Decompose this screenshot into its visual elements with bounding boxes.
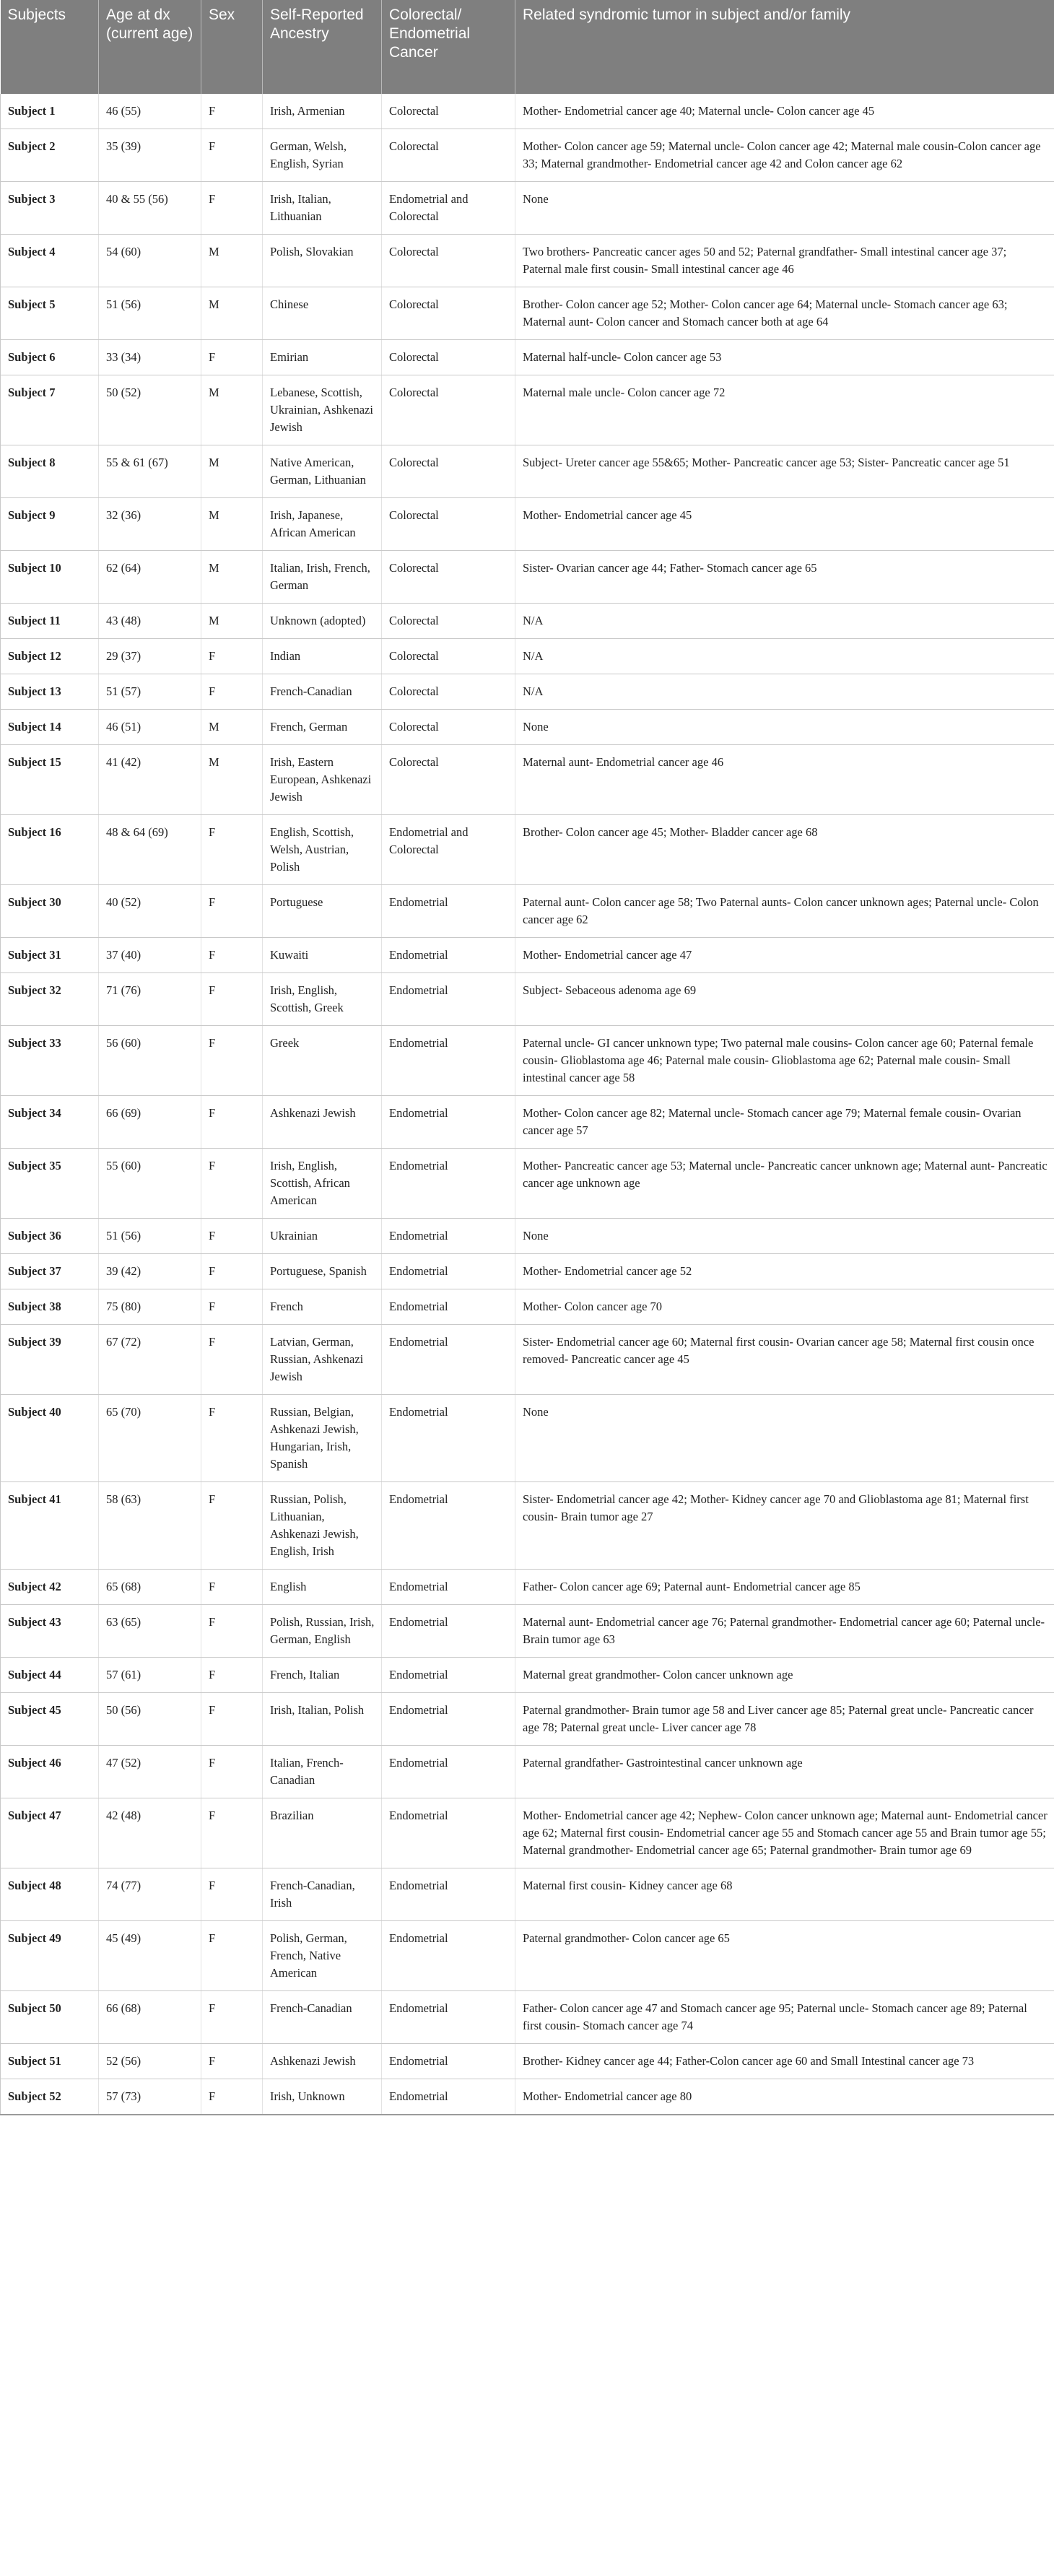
table-row <box>1 94 1054 129</box>
age-cell: 55 & 61 (67) <box>99 445 201 498</box>
related-tumor-cell: Sister- Endometrial cancer age 42; Mother- Kidney cancer age 70 and Glioblastoma age 81; Maternal first cousin- Brain tumor age 27 <box>515 1482 1054 1570</box>
cancer-type-cell: Endometrial <box>382 1149 515 1219</box>
cancer-type-cell: Endometrial <box>382 1693 515 1746</box>
related-tumor-cell: Father- Colon cancer age 47 and Stomach cancer age 95; Paternal uncle- Stomach cancer age 89; Paternal first cousin- Stomach cancer age 74 <box>515 1991 1054 2044</box>
related-tumor-cell: N/A <box>515 674 1054 710</box>
sex-cell: F <box>201 1096 263 1149</box>
subject-cell: Subject 35 <box>1 1149 99 1219</box>
related-tumor-cell: N/A <box>515 639 1054 674</box>
ancestry-cell: Italian, Irish, French, German <box>263 551 382 604</box>
header-subjects: Subjects <box>1 0 99 94</box>
related-tumor-cell: None <box>515 1395 1054 1482</box>
table-row <box>1 129 1054 182</box>
related-tumor-cell: Maternal aunt- Endometrial cancer age 46 <box>515 745 1054 815</box>
table-row <box>1 815 1054 885</box>
sex-cell: M <box>201 287 263 340</box>
cancer-type-cell: Endometrial <box>382 1868 515 1921</box>
ancestry-cell: French, Italian <box>263 1658 382 1693</box>
related-tumor-cell: Mother- Colon cancer age 70 <box>515 1289 1054 1325</box>
subject-cell: Subject 16 <box>1 815 99 885</box>
sex-cell: F <box>201 1605 263 1658</box>
subject-cell: Subject 37 <box>1 1254 99 1289</box>
sex-cell: M <box>201 745 263 815</box>
age-cell: 51 (57) <box>99 674 201 710</box>
age-cell: 51 (56) <box>99 1219 201 1254</box>
ancestry-cell: Kuwaiti <box>263 938 382 973</box>
cancer-type-cell: Endometrial <box>382 1605 515 1658</box>
age-cell: 52 (56) <box>99 2044 201 2079</box>
ancestry-cell: Irish, English, Scottish, African American <box>263 1149 382 1219</box>
sex-cell: F <box>201 815 263 885</box>
sex-cell: F <box>201 1026 263 1096</box>
ancestry-cell: Polish, Slovakian <box>263 235 382 287</box>
subject-cell: Subject 9 <box>1 498 99 551</box>
related-tumor-cell: Brother- Colon cancer age 52; Mother- Colon cancer age 64; Maternal uncle- Stomach cancer age 63; Maternal aunt- Colon cancer and Stomach cancer both at age 64 <box>515 287 1054 340</box>
age-cell: 63 (65) <box>99 1605 201 1658</box>
age-cell: 29 (37) <box>99 639 201 674</box>
sex-cell: F <box>201 1868 263 1921</box>
related-tumor-cell: Paternal grandmother- Brain tumor age 58 and Liver cancer age 85; Paternal great uncle- Pancreatic cancer age 78; Paternal great uncle- Liver cancer age 78 <box>515 1693 1054 1746</box>
sex-cell: F <box>201 129 263 182</box>
cancer-type-cell: Colorectal <box>382 745 515 815</box>
table-body <box>1 94 1054 2115</box>
age-cell: 40 & 55 (56) <box>99 182 201 235</box>
table-row <box>1 1482 1054 1570</box>
table-row <box>1 639 1054 674</box>
header-sex: Sex <box>201 0 263 94</box>
related-tumor-cell: Mother- Endometrial cancer age 80 <box>515 2079 1054 2115</box>
age-cell: 33 (34) <box>99 340 201 375</box>
sex-cell: F <box>201 1325 263 1395</box>
related-tumor-cell: Sister- Endometrial cancer age 60; Maternal first cousin- Ovarian cancer age 58; Maternal first cousin once removed- Pancreatic cancer age 45 <box>515 1325 1054 1395</box>
age-cell: 66 (68) <box>99 1991 201 2044</box>
table-row <box>1 938 1054 973</box>
ancestry-cell: Russian, Belgian, Ashkenazi Jewish, Hungarian, Irish, Spanish <box>263 1395 382 1482</box>
sex-cell: F <box>201 1658 263 1693</box>
age-cell: 65 (70) <box>99 1395 201 1482</box>
sex-cell: F <box>201 1693 263 1746</box>
cancer-type-cell: Endometrial <box>382 1096 515 1149</box>
subject-cell: Subject 6 <box>1 340 99 375</box>
cancer-type-cell: Colorectal <box>382 710 515 745</box>
cancer-type-cell: Colorectal <box>382 287 515 340</box>
age-cell: 32 (36) <box>99 498 201 551</box>
age-cell: 35 (39) <box>99 129 201 182</box>
related-tumor-cell: Mother- Pancreatic cancer age 53; Maternal uncle- Pancreatic cancer unknown age; Maternal aunt- Pancreatic cancer age unknown age <box>515 1149 1054 1219</box>
related-tumor-cell: Mother- Colon cancer age 59; Maternal uncle- Colon cancer age 42; Maternal male cousin-Colon cancer age 33; Maternal grandmother- Endometrial cancer age 42 and Colon cancer age 62 <box>515 129 1054 182</box>
table-row <box>1 287 1054 340</box>
cancer-type-cell: Colorectal <box>382 235 515 287</box>
age-cell: 54 (60) <box>99 235 201 287</box>
table-row <box>1 1570 1054 1605</box>
sex-cell: F <box>201 1395 263 1482</box>
table-row <box>1 498 1054 551</box>
related-tumor-cell: Father- Colon cancer age 69; Paternal aunt- Endometrial cancer age 85 <box>515 1570 1054 1605</box>
subject-cell: Subject 40 <box>1 1395 99 1482</box>
sex-cell: F <box>201 1921 263 1991</box>
table-row <box>1 182 1054 235</box>
cancer-type-cell: Endometrial <box>382 1254 515 1289</box>
subject-cell: Subject 45 <box>1 1693 99 1746</box>
related-tumor-cell: Brother- Colon cancer age 45; Mother- Bladder cancer age 68 <box>515 815 1054 885</box>
sex-cell: F <box>201 1254 263 1289</box>
subject-cell: Subject 33 <box>1 1026 99 1096</box>
ancestry-cell: Irish, Eastern European, Ashkenazi Jewish <box>263 745 382 815</box>
cancer-type-cell: Endometrial <box>382 2079 515 2115</box>
ancestry-cell: Portuguese, Spanish <box>263 1254 382 1289</box>
header-age-at-dx: Age at dx (current age) <box>99 0 201 94</box>
age-cell: 55 (60) <box>99 1149 201 1219</box>
sex-cell: F <box>201 1570 263 1605</box>
table-row <box>1 1395 1054 1482</box>
cancer-type-cell: Endometrial <box>382 973 515 1026</box>
table-row <box>1 1658 1054 1693</box>
sex-cell: F <box>201 1482 263 1570</box>
subject-cell: Subject 39 <box>1 1325 99 1395</box>
age-cell: 42 (48) <box>99 1798 201 1868</box>
ancestry-cell: Polish, Russian, Irish, German, English <box>263 1605 382 1658</box>
subject-cell: Subject 15 <box>1 745 99 815</box>
related-tumor-cell: Brother- Kidney cancer age 44; Father-Colon cancer age 60 and Small Intestinal cancer age 73 <box>515 2044 1054 2079</box>
related-tumor-cell: Subject- Sebaceous adenoma age 69 <box>515 973 1054 1026</box>
table-row <box>1 235 1054 287</box>
related-tumor-cell: Mother- Endometrial cancer age 45 <box>515 498 1054 551</box>
cancer-type-cell: Colorectal <box>382 551 515 604</box>
subject-cell: Subject 32 <box>1 973 99 1026</box>
cancer-type-cell: Endometrial <box>382 1395 515 1482</box>
cancer-type-cell: Endometrial <box>382 1289 515 1325</box>
subject-cell: Subject 51 <box>1 2044 99 2079</box>
subject-cell: Subject 13 <box>1 674 99 710</box>
related-tumor-cell: Subject- Ureter cancer age 55&65; Mother- Pancreatic cancer age 53; Sister- Pancreatic cancer age 51 <box>515 445 1054 498</box>
age-cell: 57 (61) <box>99 1658 201 1693</box>
ancestry-cell: Ashkenazi Jewish <box>263 1096 382 1149</box>
age-cell: 75 (80) <box>99 1289 201 1325</box>
age-cell: 41 (42) <box>99 745 201 815</box>
subject-cell: Subject 36 <box>1 1219 99 1254</box>
table-row <box>1 1746 1054 1798</box>
sex-cell: F <box>201 2079 263 2115</box>
related-tumor-cell: Mother- Endometrial cancer age 52 <box>515 1254 1054 1289</box>
sex-cell: F <box>201 1798 263 1868</box>
header-row <box>1 0 1054 94</box>
cancer-type-cell: Endometrial <box>382 1570 515 1605</box>
age-cell: 74 (77) <box>99 1868 201 1921</box>
age-cell: 51 (56) <box>99 287 201 340</box>
age-cell: 71 (76) <box>99 973 201 1026</box>
sex-cell: M <box>201 710 263 745</box>
ancestry-cell: Irish, Italian, Lithuanian <box>263 182 382 235</box>
related-tumor-cell: Mother- Colon cancer age 82; Maternal uncle- Stomach cancer age 79; Maternal female cousin- Ovarian cancer age 57 <box>515 1096 1054 1149</box>
cancer-type-cell: Endometrial <box>382 1658 515 1693</box>
subject-cell: Subject 14 <box>1 710 99 745</box>
age-cell: 57 (73) <box>99 2079 201 2115</box>
table-row <box>1 674 1054 710</box>
related-tumor-cell: Paternal aunt- Colon cancer age 58; Two Paternal aunts- Colon cancer unknown ages; Paternal uncle- Colon cancer age 62 <box>515 885 1054 938</box>
subject-cell: Subject 3 <box>1 182 99 235</box>
ancestry-cell: Unknown (adopted) <box>263 604 382 639</box>
table-row <box>1 745 1054 815</box>
sex-cell: F <box>201 973 263 1026</box>
sex-cell: F <box>201 340 263 375</box>
table-header <box>1 0 1054 94</box>
age-cell: 39 (42) <box>99 1254 201 1289</box>
subject-cell: Subject 41 <box>1 1482 99 1570</box>
ancestry-cell: Chinese <box>263 287 382 340</box>
ancestry-cell: Brazilian <box>263 1798 382 1868</box>
related-tumor-cell: Maternal first cousin- Kidney cancer age 68 <box>515 1868 1054 1921</box>
cancer-type-cell: Colorectal <box>382 498 515 551</box>
ancestry-cell: Ukrainian <box>263 1219 382 1254</box>
subject-cell: Subject 7 <box>1 375 99 445</box>
subject-cell: Subject 2 <box>1 129 99 182</box>
age-cell: 58 (63) <box>99 1482 201 1570</box>
sex-cell: M <box>201 498 263 551</box>
related-tumor-cell: Maternal male uncle- Colon cancer age 72 <box>515 375 1054 445</box>
related-tumor-cell: Sister- Ovarian cancer age 44; Father- Stomach cancer age 65 <box>515 551 1054 604</box>
ancestry-cell: French <box>263 1289 382 1325</box>
table-row <box>1 445 1054 498</box>
subject-cell: Subject 52 <box>1 2079 99 2115</box>
related-tumor-cell: Maternal half-uncle- Colon cancer age 53 <box>515 340 1054 375</box>
related-tumor-cell: Two brothers- Pancreatic cancer ages 50 and 52; Paternal grandfather- Small intestinal cancer age 37; Paternal male first cousin- Small intestinal cancer age 46 <box>515 235 1054 287</box>
sex-cell: M <box>201 604 263 639</box>
table-row <box>1 1921 1054 1991</box>
ancestry-cell: Irish, Armenian <box>263 94 382 129</box>
ancestry-cell: Native American, German, Lithuanian <box>263 445 382 498</box>
sex-cell: F <box>201 1746 263 1798</box>
age-cell: 43 (48) <box>99 604 201 639</box>
table-row <box>1 710 1054 745</box>
ancestry-cell: French-Canadian <box>263 1991 382 2044</box>
table-row <box>1 1991 1054 2044</box>
sex-cell: F <box>201 639 263 674</box>
ancestry-cell: French-Canadian, Irish <box>263 1868 382 1921</box>
cancer-type-cell: Endometrial and Colorectal <box>382 182 515 235</box>
sex-cell: F <box>201 94 263 129</box>
table-row <box>1 551 1054 604</box>
age-cell: 50 (56) <box>99 1693 201 1746</box>
ancestry-cell: Emirian <box>263 340 382 375</box>
cancer-type-cell: Endometrial <box>382 1991 515 2044</box>
age-cell: 50 (52) <box>99 375 201 445</box>
table-row <box>1 2079 1054 2115</box>
cancer-type-cell: Endometrial <box>382 1026 515 1096</box>
cancer-type-cell: Colorectal <box>382 604 515 639</box>
cancer-type-cell: Endometrial <box>382 938 515 973</box>
table-row <box>1 1325 1054 1395</box>
subject-cell: Subject 48 <box>1 1868 99 1921</box>
age-cell: 48 & 64 (69) <box>99 815 201 885</box>
age-cell: 65 (68) <box>99 1570 201 1605</box>
related-tumor-cell: Mother- Endometrial cancer age 40; Maternal uncle- Colon cancer age 45 <box>515 94 1054 129</box>
table-row <box>1 1693 1054 1746</box>
subject-cell: Subject 43 <box>1 1605 99 1658</box>
ancestry-cell: English <box>263 1570 382 1605</box>
subject-cell: Subject 42 <box>1 1570 99 1605</box>
table-row <box>1 1026 1054 1096</box>
sex-cell: F <box>201 1991 263 2044</box>
related-tumor-cell: Mother- Endometrial cancer age 47 <box>515 938 1054 973</box>
sex-cell: F <box>201 1219 263 1254</box>
related-tumor-cell: Paternal grandmother- Colon cancer age 65 <box>515 1921 1054 1991</box>
sex-cell: M <box>201 551 263 604</box>
header-cancer-type: Colorectal/ Endometrial Cancer <box>382 0 515 94</box>
subject-cell: Subject 49 <box>1 1921 99 1991</box>
subject-cell: Subject 31 <box>1 938 99 973</box>
age-cell: 45 (49) <box>99 1921 201 1991</box>
related-tumor-cell: Maternal great grandmother- Colon cancer unknown age <box>515 1658 1054 1693</box>
ancestry-cell: Irish, English, Scottish, Greek <box>263 973 382 1026</box>
header-related-tumor: Related syndromic tumor in subject and/or family <box>515 0 1054 94</box>
sex-cell: F <box>201 938 263 973</box>
cancer-type-cell: Colorectal <box>382 375 515 445</box>
age-cell: 62 (64) <box>99 551 201 604</box>
ancestry-cell: Irish, Japanese, African American <box>263 498 382 551</box>
related-tumor-cell: N/A <box>515 604 1054 639</box>
ancestry-cell: Greek <box>263 1026 382 1096</box>
age-cell: 46 (51) <box>99 710 201 745</box>
related-tumor-cell: Paternal grandfather- Gastrointestinal cancer unknown age <box>515 1746 1054 1798</box>
cancer-type-cell: Colorectal <box>382 445 515 498</box>
cancer-type-cell: Colorectal <box>382 674 515 710</box>
sex-cell: F <box>201 1289 263 1325</box>
sex-cell: M <box>201 235 263 287</box>
subject-cell: Subject 30 <box>1 885 99 938</box>
ancestry-cell: Ashkenazi Jewish <box>263 2044 382 2079</box>
related-tumor-cell: Mother- Endometrial cancer age 42; Nephew- Colon cancer unknown age; Maternal aunt- Endometrial cancer age 62; Maternal first cousin- Endometrial cancer age 55 and Stomach cancer age 55 and Brain tumor age 55; Maternal grandmother- Endometrial cancer age 65; Paternal grandmother- Brain tumor age 69 <box>515 1798 1054 1868</box>
age-cell: 46 (55) <box>99 94 201 129</box>
table-row <box>1 973 1054 1026</box>
table-row <box>1 1219 1054 1254</box>
ancestry-cell: German, Welsh, English, Syrian <box>263 129 382 182</box>
table-row <box>1 1289 1054 1325</box>
table-row <box>1 1254 1054 1289</box>
cancer-type-cell: Endometrial <box>382 1219 515 1254</box>
ancestry-cell: Irish, Italian, Polish <box>263 1693 382 1746</box>
subject-cell: Subject 38 <box>1 1289 99 1325</box>
subject-cell: Subject 11 <box>1 604 99 639</box>
cancer-type-cell: Endometrial <box>382 885 515 938</box>
cancer-type-cell: Endometrial <box>382 1482 515 1570</box>
sex-cell: F <box>201 182 263 235</box>
age-cell: 40 (52) <box>99 885 201 938</box>
cancer-type-cell: Colorectal <box>382 129 515 182</box>
cancer-type-cell: Colorectal <box>382 94 515 129</box>
subject-cell: Subject 50 <box>1 1991 99 2044</box>
table-row <box>1 2044 1054 2079</box>
ancestry-cell: Indian <box>263 639 382 674</box>
ancestry-cell: French-Canadian <box>263 674 382 710</box>
age-cell: 37 (40) <box>99 938 201 973</box>
age-cell: 67 (72) <box>99 1325 201 1395</box>
subject-cell: Subject 5 <box>1 287 99 340</box>
ancestry-cell: Latvian, German, Russian, Ashkenazi Jewish <box>263 1325 382 1395</box>
related-tumor-cell: None <box>515 1219 1054 1254</box>
sex-cell: M <box>201 445 263 498</box>
age-cell: 47 (52) <box>99 1746 201 1798</box>
cancer-type-cell: Endometrial <box>382 2044 515 2079</box>
related-tumor-cell: None <box>515 710 1054 745</box>
table-row <box>1 1605 1054 1658</box>
table-row <box>1 604 1054 639</box>
related-tumor-cell: None <box>515 182 1054 235</box>
table-row <box>1 885 1054 938</box>
table-row <box>1 1798 1054 1868</box>
sex-cell: F <box>201 674 263 710</box>
subject-cell: Subject 34 <box>1 1096 99 1149</box>
table-row <box>1 1868 1054 1921</box>
ancestry-cell: Irish, Unknown <box>263 2079 382 2115</box>
cancer-type-cell: Endometrial <box>382 1921 515 1991</box>
subject-cell: Subject 1 <box>1 94 99 129</box>
ancestry-cell: Portuguese <box>263 885 382 938</box>
subject-cell: Subject 47 <box>1 1798 99 1868</box>
table-row <box>1 340 1054 375</box>
subject-cell: Subject 46 <box>1 1746 99 1798</box>
ancestry-cell: French, German <box>263 710 382 745</box>
cancer-type-cell: Colorectal <box>382 340 515 375</box>
table-row <box>1 1149 1054 1219</box>
ancestry-cell: Polish, German, French, Native American <box>263 1921 382 1991</box>
sex-cell: F <box>201 885 263 938</box>
ancestry-cell: English, Scottish, Welsh, Austrian, Polish <box>263 815 382 885</box>
cancer-type-cell: Endometrial <box>382 1746 515 1798</box>
subject-cell: Subject 8 <box>1 445 99 498</box>
sex-cell: M <box>201 375 263 445</box>
header-ancestry: Self-Reported Ancestry <box>263 0 382 94</box>
subject-cell: Subject 12 <box>1 639 99 674</box>
ancestry-cell: Lebanese, Scottish, Ukrainian, Ashkenazi Jewish <box>263 375 382 445</box>
ancestry-cell: Italian, French-Canadian <box>263 1746 382 1798</box>
age-cell: 66 (69) <box>99 1096 201 1149</box>
subject-cell: Subject 10 <box>1 551 99 604</box>
table-row <box>1 375 1054 445</box>
cancer-type-cell: Endometrial and Colorectal <box>382 815 515 885</box>
age-cell: 56 (60) <box>99 1026 201 1096</box>
cancer-type-cell: Endometrial <box>382 1798 515 1868</box>
table-row <box>1 1096 1054 1149</box>
related-tumor-cell: Paternal uncle- GI cancer unknown type; Two paternal male cousins- Colon cancer age 60; Paternal female cousin- Glioblastoma age 46; Paternal male cousin- Glioblastoma age 62; Paternal male cousin- Small intestinal cancer age 58 <box>515 1026 1054 1096</box>
ancestry-cell: Russian, Polish, Lithuanian, Ashkenazi Jewish, English, Irish <box>263 1482 382 1570</box>
subject-cell: Subject 4 <box>1 235 99 287</box>
cancer-type-cell: Endometrial <box>382 1325 515 1395</box>
related-tumor-cell: Maternal aunt- Endometrial cancer age 76; Paternal grandmother- Endometrial cancer age 60; Paternal uncle- Brain tumor age 63 <box>515 1605 1054 1658</box>
subject-cell: Subject 44 <box>1 1658 99 1693</box>
sex-cell: F <box>201 2044 263 2079</box>
cancer-type-cell: Colorectal <box>382 639 515 674</box>
sex-cell: F <box>201 1149 263 1219</box>
